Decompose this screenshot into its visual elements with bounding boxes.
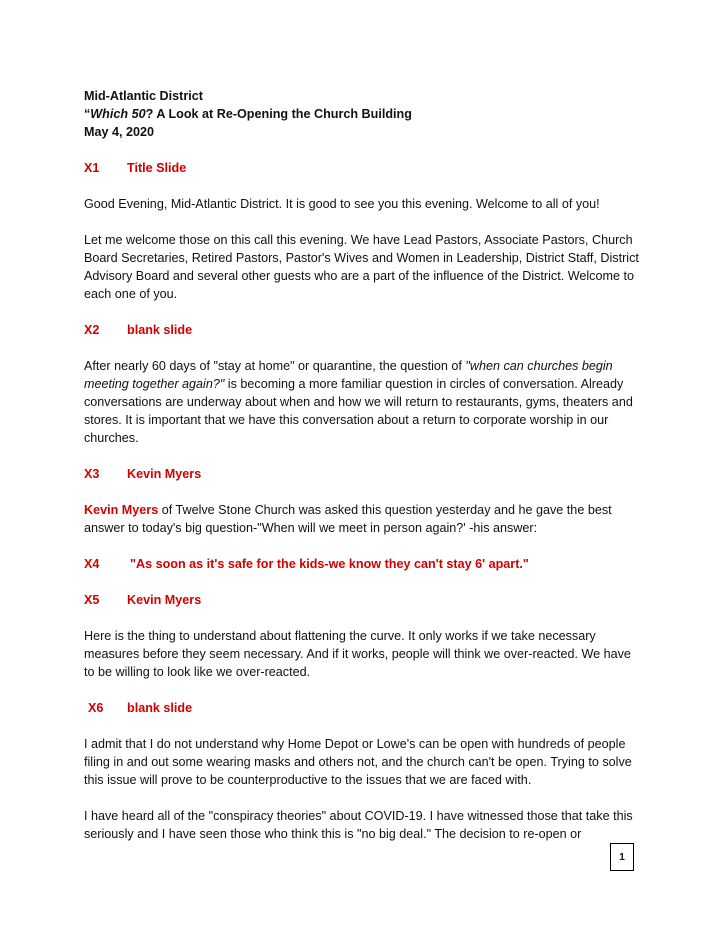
- paragraph-italic: "when can churches begin meeting together again?": [84, 359, 613, 391]
- paragraph-text: is becoming a more familiar question in circles of conversation. Already conversations are underway about when and how we will return to restaurants, gyms, theaters and stores. It is important that we have this conversation about a return to corporate worship in our churches.: [84, 377, 633, 445]
- document-date: May 4, 2020: [84, 125, 155, 139]
- slide-cue-x4: [84, 555, 644, 573]
- document-body: [84, 87, 644, 861]
- slide-number: X1: [84, 161, 100, 175]
- page-number: 1: [610, 843, 634, 871]
- paragraph-text: of Twelve Stone Church was asked this question yesterday and he gave the best answer to today's big question-"When will we meet in person again?' -his answer:: [84, 503, 612, 535]
- slide-label: blank slide: [127, 701, 193, 715]
- paragraph-welcome: Let me welcome those on this call this evening. We have Lead Pastors, Associate Pastors, Church Board Secretaries, Retired Pastors, Pastor's Wives and Women in Leadership, District Staff, District Advisory Board and several other guests who are a part of the influence of the District. Welcome to each one of you.: [84, 233, 639, 301]
- slide-cue-x5: [84, 591, 644, 609]
- slide-number: X3: [84, 467, 100, 481]
- slide-label: blank slide: [127, 323, 193, 337]
- slide-number: X6: [88, 701, 104, 715]
- slide-cue-x6: [84, 699, 644, 717]
- paragraph-kevin-myers: [84, 501, 644, 537]
- document-title: [84, 105, 644, 123]
- slide-cue-x2: [84, 321, 644, 339]
- title-open-quote: “: [84, 107, 91, 121]
- header-block: [84, 87, 644, 141]
- paragraph-text: After nearly 60 days of "stay at home" or quarantine, the question of: [84, 359, 466, 373]
- slide-cue-x3: [84, 465, 644, 483]
- slide-number: X5: [84, 593, 100, 607]
- slide-label: Kevin Myers: [127, 467, 202, 481]
- paragraph-flattening-curve: Here is the thing to understand about flattening the curve. It only works if we take necessary measures before they seem necessary. And if it works, people will think we over-reacted. We have to be willing to look like we over-reacted.: [84, 629, 631, 679]
- paragraph-greeting: Good Evening, Mid-Atlantic District. It is good to see you this evening. Welcome to all of you!: [84, 197, 600, 211]
- slide-label: Kevin Myers: [127, 593, 202, 607]
- district-name: Mid-Atlantic District: [84, 89, 203, 103]
- title-italic: Which 50: [90, 107, 146, 121]
- paragraph-stay-at-home: [84, 357, 644, 447]
- slide-label: Title Slide: [127, 161, 187, 175]
- slide-number: X4: [84, 557, 100, 571]
- paragraph-conspiracy: I have heard all of the "conspiracy theories" about COVID-19. I have witnessed those that take this seriously and I have seen those who think this is "no big deal." The decision to re-open or: [84, 809, 633, 841]
- paragraph-home-depot: I admit that I do not understand why Home Depot or Lowe's can be open with hundreds of people filing in and out some wearing masks and others not, and the church can't be open. Trying to solve this issue will prove to be counterproductive to the issues that we are faced with.: [84, 737, 632, 787]
- highlighted-name: Kevin Myers: [84, 503, 159, 517]
- title-rest: ? A Look at Re-Opening the Church Building: [145, 107, 412, 121]
- slide-label: "As soon as it's safe for the kids-we know they can't stay 6' apart.": [130, 557, 529, 571]
- slide-cue-x1: [84, 159, 644, 177]
- slide-number: X2: [84, 323, 100, 337]
